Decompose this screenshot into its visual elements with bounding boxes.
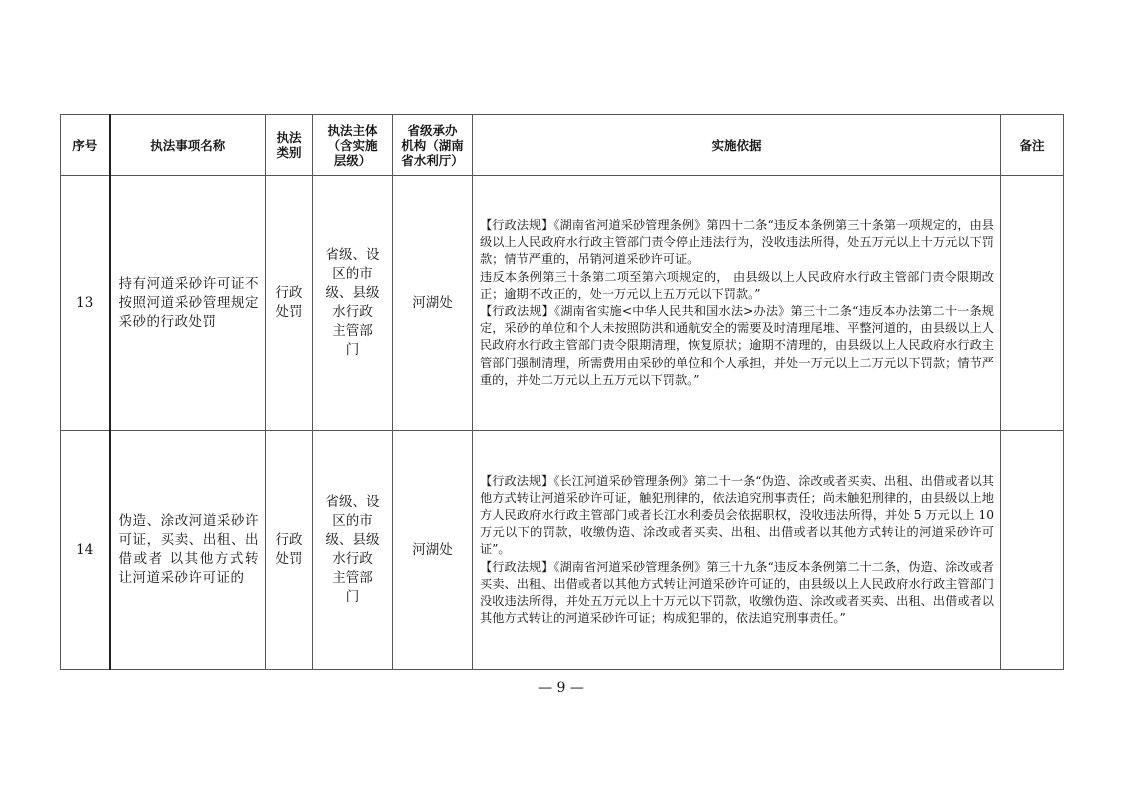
header-name: 执法事项名称 [110,115,266,176]
table-row [61,431,1064,670]
row-basis [473,431,1001,670]
enforcement-table [60,114,1064,670]
row-category: 行政 处罚 [266,431,313,670]
row-remarks [1001,176,1064,431]
basis-paragraph: 【行政法规】《湖南省河道采砂管理条例》第三十九条“违反本条例第二十二条，伪造、涂改或者买卖、出租、出借或者以其他方式转让河道采砂许可证的，由县级以上人民政府水行政主管部门没收违法所得，并处五万元以上十万元以下罚款，收缴伪造、涂改或者买卖、出租、出借或者以其他方式转让的河道采砂许可证；构成犯罪的，依法追究刑事责任。” [480,559,994,626]
row-category: 行政 处罚 [266,176,313,431]
table-header-row [61,115,1064,176]
header-subject: 执法主体 （含实施 层级） [313,115,393,176]
row-remarks [1001,431,1064,670]
table-row [61,176,1064,431]
page-number: — 9 — [538,680,584,696]
row-basis [473,176,1001,431]
header-remarks: 备注 [1001,115,1064,176]
header-category: 执法 类别 [266,115,313,176]
row-agency: 河湖处 [393,431,473,670]
row-subject: 省级、设 区的市 级、县级 水行政 主管部 门 [313,431,393,670]
header-agency: 省级承办 机构（湖南 省水利厅） [393,115,473,176]
basis-paragraph: 【行政法规】《湖南省河道采砂管理条例》第四十二条“违反本条例第三十条第一项规定的，由县级以上人民政府水行政主管部门责令停止违法行为，没收违法所得，处五万元以上十万元以下罚款；情节严重的，吊销河道采砂许可证。 [480,217,994,267]
row-subject: 省级、设 区的市 级、县级 水行政 主管部 门 [313,176,393,431]
row-item-name: 伪造、涂改河道采砂许可证，买卖、出租、出借或者 以其他方式转让河道采砂许可证的 [110,431,266,670]
header-basis: 实施依据 [473,115,1001,176]
row-agency: 河湖处 [393,176,473,431]
row-seq: 14 [61,431,110,670]
basis-paragraph: 【行政法规】《长江河道采砂管理条例》第二十一条“伪造、涂改或者买卖、出租、出借或者以其他方式转让河道采砂许可证，触犯刑律的，依法追究刑事责任；尚未触犯刑律的，由县级以上地方人民政府水行政主管部门或者长江水利委员会依据职权，没收违法所得，并处 5 万元以上 10 万元以下的罚款，收缴伪造、涂改或者买卖、出租、出借或者以其他方式转让的河道采砂许可证”。 [480,473,994,557]
basis-paragraph: 违反本条例第三十条第二项至第六项规定的， 由县级以上人民政府水行政主管部门责令限期改正；逾期不改正的，处一万元以上五万元以下罚款。” [480,269,994,301]
header-seq: 序号 [61,115,110,176]
basis-paragraph: 【行政法规】《湖南省实施<中华人民共和国水法>办法》第三十二条“违反本办法第二十一条规定，采砂的单位和个人未按照防洪和通航安全的需要及时清理尾堆、平整河道的，由县级以上人民政府水行政主管部门责令限期清理，恢复原状；逾期不清理的，由县级以上人民政府水行政主管部门强制清理，所需费用由采砂的单位和个人承担，并处一万元以上二万元以下罚款；情节严重的，并处二万元以上五万元以下罚款。” [480,304,994,387]
row-seq: 13 [61,176,110,431]
row-item-name: 持有河道采砂许可证不按照河道采砂管理规定采砂的行政处罚 [110,176,266,431]
